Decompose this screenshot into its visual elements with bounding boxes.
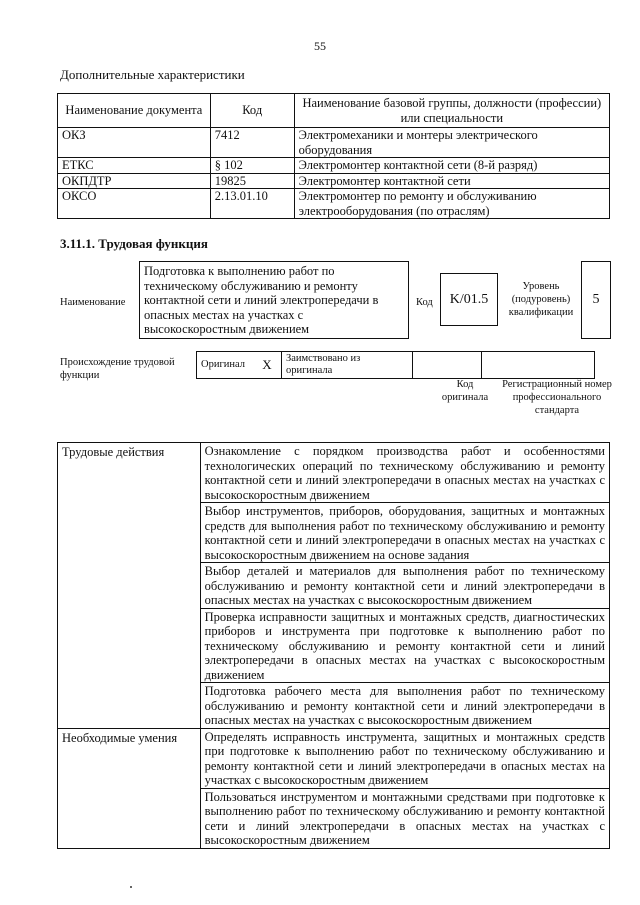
row-code: 2.13.01.10: [210, 189, 294, 219]
table-row: [58, 443, 610, 503]
row-name: Электромонтер контактной сети (8-й разряд): [294, 158, 609, 174]
header-code: Код: [210, 94, 294, 128]
table-row: [58, 128, 610, 158]
row-code: § 102: [210, 158, 294, 174]
borrowed-label: Заимствовано из оригинала: [282, 352, 413, 379]
item-cell: Пользоваться инструментом и монтажными средствами при подготовке к выполнению работ по техническому обслуживанию и ремонту контактной сети и линий электропередачи в опасных местах на участках с высокоскоростным движением: [200, 788, 609, 848]
row-doc: ЕТКС: [58, 158, 211, 174]
row-code: 19825: [210, 173, 294, 189]
header-name: Наименование базовой группы, должности (профессии) или специальности: [294, 94, 609, 128]
row-name: Электромонтер по ремонту и обслуживанию электрооборудования (по отраслям): [294, 189, 609, 219]
origin-table: [196, 351, 595, 379]
original-label: Оригинал: [197, 352, 254, 379]
name-label: Наименование: [60, 297, 126, 308]
item-cell: Выбор инструментов, приборов, оборудования, защитных и монтажных средств для выполнения работ по техническому обслуживанию и ремонту контактной сети и линий электропередачи в опасных местах на участках с высокоскоростным движением на основе задания: [200, 503, 609, 563]
qualification-level-box: 5: [581, 261, 611, 339]
qualification-level-label: Уровень (подуровень) квалификации: [508, 281, 574, 318]
registration-number-cell: [482, 352, 595, 379]
code-label: Код: [416, 297, 433, 308]
table-row: [58, 173, 610, 189]
category-cell: Трудовые действия: [58, 443, 201, 729]
item-cell: Ознакомление с порядком производства работ и особенностями технологических операций по техническому обслуживанию и ремонту контактной сети и линий электропередачи в опасных местах на участках с высокоскоростным движением: [200, 443, 609, 503]
original-code-cell: [413, 352, 482, 379]
category-cell: Необходимые умения: [58, 728, 201, 848]
item-cell: Определять исправность инструмента, защитных и монтажных средств при подготовке к выполнению работ по техническому обслуживанию и ремонту контактной сети и линий электропередачи в опасных местах на участках с высокоскоростным движением: [200, 728, 609, 788]
extra-characteristics-title: Дополнительные характеристики: [60, 67, 245, 82]
header-doc: Наименование документа: [58, 94, 211, 128]
table-row: [58, 728, 610, 788]
row-doc: ОКЗ: [58, 128, 211, 158]
row-doc: ОКПДТР: [58, 173, 211, 189]
origin-label: Происхождение трудовой функции: [60, 357, 175, 381]
original-code-caption: Код оригинала: [441, 379, 489, 403]
function-name-box: Подготовка к выполнению работ по техническому обслуживанию и ремонту контактной сети и линий электропередачи в опасных местах на участках с высокоскоростным движением: [139, 261, 409, 339]
origin-row: [197, 352, 595, 379]
item-cell: Выбор деталей и материалов для выполнения работ по техническому обслуживанию и ремонту контактной сети и линий электропередачи в опасных местах на участках с высокоскоростным движением: [200, 563, 609, 609]
extra-characteristics-table: [57, 93, 610, 219]
item-cell: Проверка исправности защитных и монтажных средств, диагностических приборов и инструмента при подготовке к выполнению работ по техническому обслуживанию и ремонту контактной сети и линий электропередачи в опасных местах на участках с высокоскоростным движением: [200, 608, 609, 683]
function-details-table: [57, 442, 610, 849]
row-doc: ОКСО: [58, 189, 211, 219]
labor-function-heading: 3.11.1. Трудовая функция: [60, 236, 208, 251]
row-name: Электромеханики и монтеры электрического оборудования: [294, 128, 609, 158]
registration-number-caption: Регистрационный номер профессионального стандарта: [502, 379, 612, 416]
row-name: Электромонтер контактной сети: [294, 173, 609, 189]
function-code-box: K/01.5: [440, 273, 498, 326]
page-number: 55: [314, 39, 326, 53]
row-code: 7412: [210, 128, 294, 158]
scan-artifact: [130, 886, 132, 888]
item-cell: Подготовка рабочего места для выполнения работ по техническому обслуживанию и ремонту контактной сети и линий электропередачи в опасных местах на участках с высокоскоростным движением: [200, 683, 609, 729]
original-mark: X: [253, 352, 282, 379]
table-header-row: [58, 94, 610, 128]
table-row: [58, 189, 610, 219]
table-row: [58, 158, 610, 174]
